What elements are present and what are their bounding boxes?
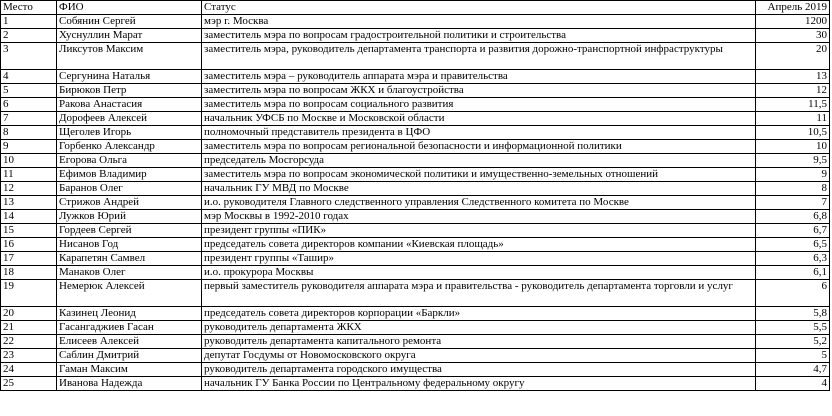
cell-name: Казинец Леонид <box>57 307 202 321</box>
cell-status: депутат Госдумы от Новомосковского округа <box>202 349 756 363</box>
cell-name: Щеголев Игорь <box>57 126 202 140</box>
cell-name: Ликсутов Максим <box>57 43 202 70</box>
cell-score: 10,5 <box>756 126 830 140</box>
cell-place: 14 <box>1 210 57 224</box>
cell-status: первый заместитель руководителя аппарата мэра и правительства - руководитель департамента торговли и услуг <box>202 280 756 307</box>
cell-place: 22 <box>1 335 57 349</box>
cell-place: 13 <box>1 196 57 210</box>
cell-status: руководитель департамента городского имущества <box>202 363 756 377</box>
cell-name: Собянин Сергей <box>57 15 202 29</box>
table-row <box>1 349 830 363</box>
cell-place: 5 <box>1 84 57 98</box>
cell-place: 6 <box>1 98 57 112</box>
cell-place: 16 <box>1 238 57 252</box>
table-row <box>1 140 830 154</box>
cell-score: 11,5 <box>756 98 830 112</box>
cell-name: Ракова Анастасия <box>57 98 202 112</box>
cell-name: Дорофеев Алексей <box>57 112 202 126</box>
cell-status: мэр Москвы в 1992-2010 годах <box>202 210 756 224</box>
cell-name: Немерюк Алексей <box>57 280 202 307</box>
cell-place: 3 <box>1 43 57 70</box>
cell-name: Стрижов Андрей <box>57 196 202 210</box>
table-row <box>1 196 830 210</box>
cell-name: Лужков Юрий <box>57 210 202 224</box>
cell-name: Саблин Дмитрий <box>57 349 202 363</box>
cell-place: 11 <box>1 168 57 182</box>
table-row <box>1 280 830 307</box>
cell-score: 5,8 <box>756 307 830 321</box>
cell-status: заместитель мэра – руководитель аппарата мэра и правительства <box>202 70 756 84</box>
cell-status: президент группы «Ташир» <box>202 252 756 266</box>
table-row <box>1 112 830 126</box>
table-row <box>1 182 830 196</box>
cell-score: 6,3 <box>756 252 830 266</box>
table-row <box>1 70 830 84</box>
cell-score: 9,5 <box>756 154 830 168</box>
cell-status: заместитель мэра, руководитель департамента транспорта и развития дорожно-транспортной инфраструктуры <box>202 43 756 70</box>
cell-status: председатель совета директоров компании «Киевская площадь» <box>202 238 756 252</box>
cell-place: 23 <box>1 349 57 363</box>
cell-status: и.о. руководителя Главного следственного управления Следственного комитета по Москве <box>202 196 756 210</box>
cell-score: 8 <box>756 182 830 196</box>
cell-place: 2 <box>1 29 57 43</box>
cell-status: мэр г. Москва <box>202 15 756 29</box>
cell-name: Манаков Олег <box>57 266 202 280</box>
cell-status: начальник ГУ Банка России по Центральному федеральному округу <box>202 377 756 391</box>
cell-status: заместитель мэра по вопросам региональной безопасности и информационной политики <box>202 140 756 154</box>
cell-name: Гасангаджиев Гасан <box>57 321 202 335</box>
cell-status: заместитель мэра по вопросам ЖКХ и благоустройства <box>202 84 756 98</box>
cell-place: 10 <box>1 154 57 168</box>
table-row <box>1 307 830 321</box>
header-place: Место <box>1 1 57 15</box>
header-status: Статус <box>202 1 756 15</box>
table-row <box>1 168 830 182</box>
cell-score: 6,5 <box>756 238 830 252</box>
cell-score: 30 <box>756 29 830 43</box>
cell-place: 24 <box>1 363 57 377</box>
table-row <box>1 363 830 377</box>
cell-place: 12 <box>1 182 57 196</box>
table-body <box>1 15 830 391</box>
cell-name: Хуснуллин Марат <box>57 29 202 43</box>
cell-name: Нисанов Год <box>57 238 202 252</box>
table-row <box>1 321 830 335</box>
cell-score: 5 <box>756 349 830 363</box>
cell-status: начальник УФСБ по Москве и Московской области <box>202 112 756 126</box>
cell-place: 17 <box>1 252 57 266</box>
cell-name: Бирюков Петр <box>57 84 202 98</box>
cell-place: 1 <box>1 15 57 29</box>
cell-place: 7 <box>1 112 57 126</box>
cell-status: председатель совета директоров корпорации «Баркли» <box>202 307 756 321</box>
cell-name: Ефимов Владимир <box>57 168 202 182</box>
cell-status: и.о. прокурора Москвы <box>202 266 756 280</box>
cell-status: начальник ГУ МВД по Москве <box>202 182 756 196</box>
table-row <box>1 43 830 70</box>
cell-score: 6,1 <box>756 266 830 280</box>
cell-status: заместитель мэра по вопросам экономической политики и имущественно-земельных отношений <box>202 168 756 182</box>
cell-name: Егорова Ольга <box>57 154 202 168</box>
cell-name: Елисеев Алексей <box>57 335 202 349</box>
cell-score: 6 <box>756 280 830 307</box>
table-row <box>1 266 830 280</box>
cell-place: 21 <box>1 321 57 335</box>
cell-score: 11 <box>756 112 830 126</box>
table-row <box>1 335 830 349</box>
cell-place: 15 <box>1 224 57 238</box>
table-row <box>1 15 830 29</box>
cell-status: заместитель мэра по вопросам социального развития <box>202 98 756 112</box>
table-row <box>1 126 830 140</box>
cell-score: 5,5 <box>756 321 830 335</box>
cell-place: 4 <box>1 70 57 84</box>
cell-name: Горбенко Александр <box>57 140 202 154</box>
cell-score: 13 <box>756 70 830 84</box>
cell-score: 9 <box>756 168 830 182</box>
cell-place: 25 <box>1 377 57 391</box>
cell-score: 10 <box>756 140 830 154</box>
table-row <box>1 29 830 43</box>
cell-status: руководитель департамента ЖКХ <box>202 321 756 335</box>
cell-score: 4,7 <box>756 363 830 377</box>
cell-name: Карапетян Самвел <box>57 252 202 266</box>
table-row <box>1 238 830 252</box>
cell-place: 18 <box>1 266 57 280</box>
header-score: Апрель 2019 <box>756 1 830 15</box>
table-row <box>1 98 830 112</box>
cell-place: 8 <box>1 126 57 140</box>
cell-place: 19 <box>1 280 57 307</box>
cell-status: полномочный представитель президента в ЦФО <box>202 126 756 140</box>
cell-score: 6,7 <box>756 224 830 238</box>
cell-place: 9 <box>1 140 57 154</box>
cell-name: Сергунина Наталья <box>57 70 202 84</box>
table-row <box>1 377 830 391</box>
cell-score: 5,2 <box>756 335 830 349</box>
table-row <box>1 210 830 224</box>
cell-name: Иванова Надежда <box>57 377 202 391</box>
table-row <box>1 224 830 238</box>
cell-score: 12 <box>756 84 830 98</box>
cell-score: 4 <box>756 377 830 391</box>
cell-name: Гордеев Сергей <box>57 224 202 238</box>
cell-score: 7 <box>756 196 830 210</box>
table-row <box>1 252 830 266</box>
cell-place: 20 <box>1 307 57 321</box>
cell-status: заместитель мэра по вопросам градостроительной политики и строительства <box>202 29 756 43</box>
cell-status: руководитель департамента капитального ремонта <box>202 335 756 349</box>
cell-name: Баранов Олег <box>57 182 202 196</box>
table-row <box>1 84 830 98</box>
cell-score: 1200 <box>756 15 830 29</box>
cell-status: председатель Мосгорсуда <box>202 154 756 168</box>
header-name: ФИО <box>57 1 202 15</box>
cell-score: 20 <box>756 43 830 70</box>
cell-name: Гаман Максим <box>57 363 202 377</box>
cell-score: 6,8 <box>756 210 830 224</box>
header-row <box>1 1 830 15</box>
cell-status: президент группы «ПИК» <box>202 224 756 238</box>
table-row <box>1 154 830 168</box>
